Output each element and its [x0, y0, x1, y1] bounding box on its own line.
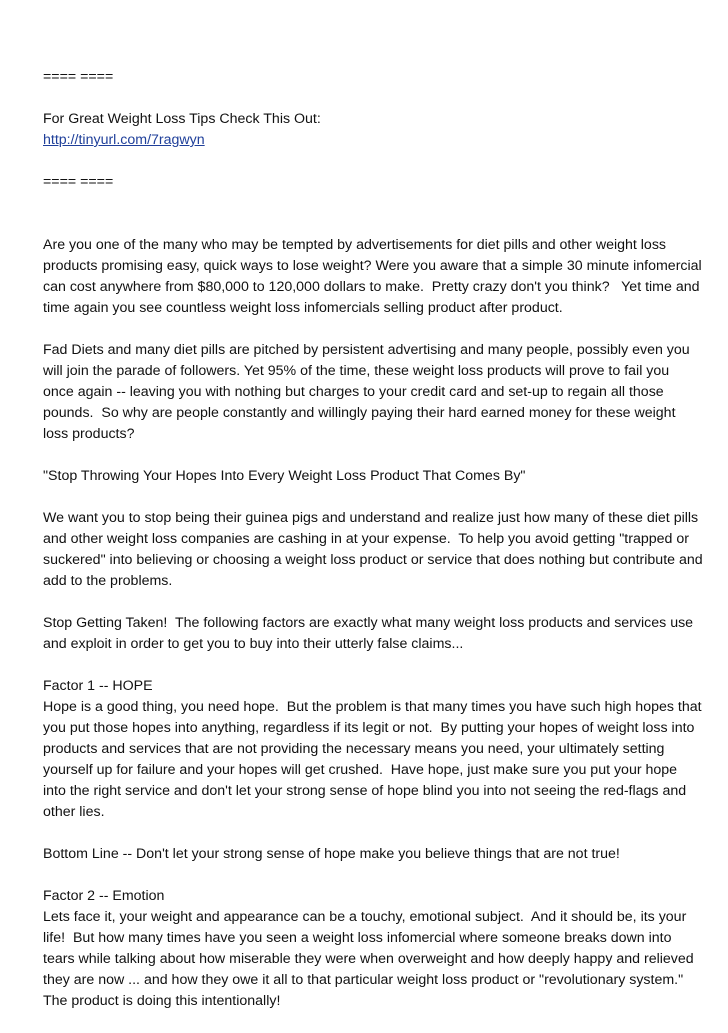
factor-2-title: Factor 2 -- Emotion: [43, 888, 165, 904]
promo-link[interactable]: http://tinyurl.com/7ragwyn: [43, 132, 205, 148]
promo-line: For Great Weight Loss Tips Check This Out:: [43, 111, 321, 127]
factor-1-title: Factor 1 -- HOPE: [43, 678, 153, 694]
paragraph-quote: "Stop Throwing Your Hopes Into Every Weight Loss Product That Comes By": [43, 468, 526, 484]
factor-2-body: Lets face it, your weight and appearance can be a touchy, emotional subject. And it should be, its your life! But how many times have you seen a weight loss infomercial where someone breaks down into tears while talking about how miserable they were when overweight and how deeply happy and relieved they are now ... and how they owe it all to that particular weight loss product or "revolutionary system." The product is doing this intentionally!: [43, 909, 698, 1009]
blank-spacer: [43, 214, 703, 235]
paragraph-guinea-pigs: We want you to stop being their guinea pigs and understand and realize just how many of these diet pills and other weight loss companies are cashing in at your expense. To help you avoid getting "trapped or suckered" into believing or choosing a weight loss product or service that does nothing but contribute and add to the problems.: [43, 510, 707, 589]
factor-1-body: Hope is a good thing, you need hope. But the problem is that many times you have such high hopes that you put those hopes into anything, regardless if its legit or not. By putting your hopes of weight loss into products and services that are not providing the necessary means you need, your ultimately setting yourself up for failure and your hopes will get crushed. Have hope, just make sure you put your hope into the right service and don't let your strong sense of hope blind you into not seeing the red-flags and other lies.: [43, 699, 706, 820]
separator-bottom: ==== ====: [43, 174, 114, 190]
paragraph-fad-diets: Fad Diets and many diet pills are pitched by persistent advertising and many people, possibly even you will join the parade of followers. Yet 95% of the time, these weight loss products will prove to fail you once again -- leaving you with nothing but charges to your credit card and set-up to regain all those pounds. So why are people constantly and willingly paying their hard earned money for these weight loss products?: [43, 342, 694, 442]
bottom-line: Bottom Line -- Don't let your strong sense of hope make you believe things that are not true!: [43, 846, 620, 862]
separator-top: ==== ====: [43, 69, 114, 85]
paragraph-intro: Are you one of the many who may be tempted by advertisements for diet pills and other weight loss products promising easy, quick ways to lose weight? Were you aware that a simple 30 minute infomercial can cost anywhere from $80,000 to 120,000 dollars to make. Pretty crazy don't you think? Yet time and time again you see countless weight loss infomercials selling product after product.: [43, 237, 706, 316]
paragraph-stop-getting-taken: Stop Getting Taken! The following factors are exactly what many weight loss products and services use and exploit in order to get you to buy into their utterly false claims...: [43, 615, 698, 652]
document-page: [43, 67, 707, 1033]
